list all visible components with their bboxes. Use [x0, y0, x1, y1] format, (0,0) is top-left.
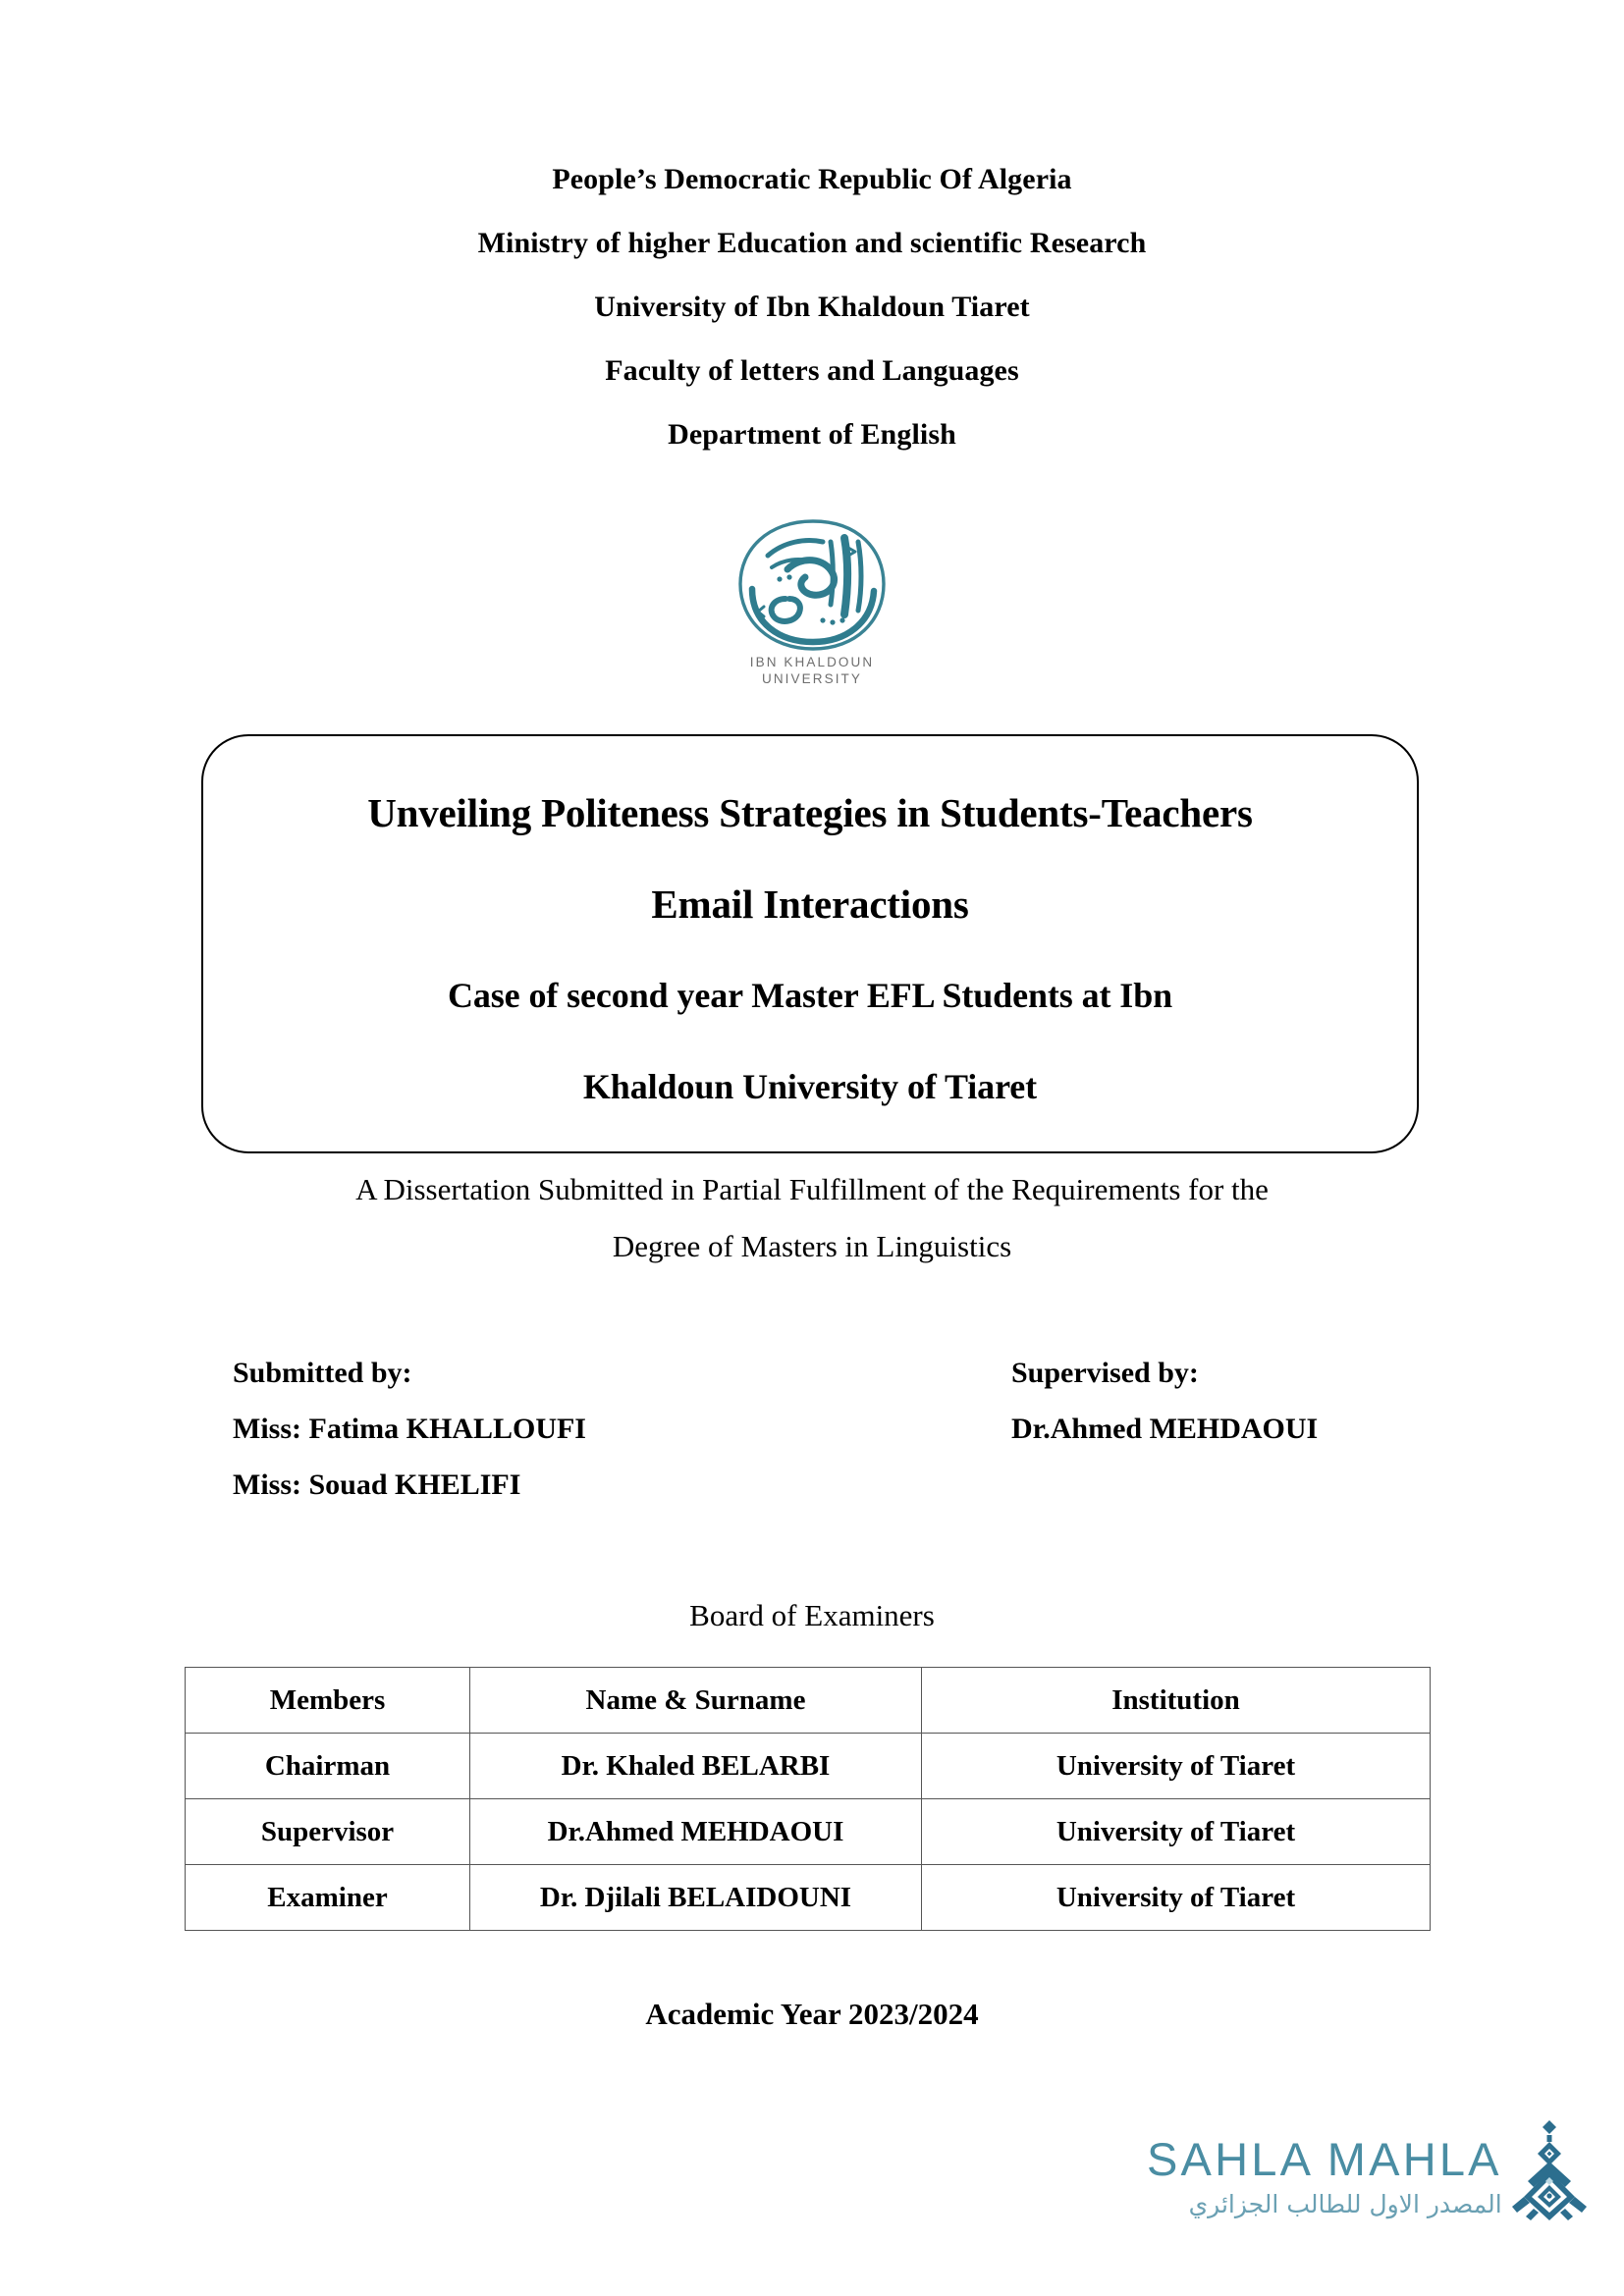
cell-name: Dr. Khaled BELARBI — [470, 1734, 922, 1799]
cell-institution: University of Tiaret — [922, 1799, 1431, 1865]
table-row — [186, 1799, 1431, 1865]
cell-role: Examiner — [186, 1865, 470, 1931]
logo-caption-line-2: UNIVERSITY — [761, 671, 862, 686]
dissertation-subtitle-line-2: Khaldoun University of Tiaret — [582, 1067, 1038, 1106]
dissertation-title-box — [201, 734, 1419, 1153]
cell-institution: University of Tiaret — [922, 1865, 1431, 1931]
supervised-by-label: Supervised by: — [1011, 1357, 1199, 1389]
cell-role: Supervisor — [186, 1799, 470, 1865]
supervised-by-column — [1011, 1345, 1318, 1457]
column-header-members: Members — [186, 1668, 470, 1734]
dissertation-title-line-2: Email Interactions — [651, 881, 969, 927]
table-row — [186, 1865, 1431, 1931]
header-line-department: Department of English — [668, 418, 956, 451]
cell-role: Chairman — [186, 1734, 470, 1799]
degree-statement-line-2: Degree of Masters in Linguistics — [612, 1229, 1012, 1263]
institution-header — [0, 147, 1624, 466]
university-logo — [0, 512, 1624, 687]
academic-year: Academic Year 2023/2024 — [645, 1997, 979, 2031]
degree-statement-line-1: A Dissertation Submitted in Partial Fulfillment of the Requirements for the — [355, 1172, 1269, 1206]
dissertation-subtitle-line-1: Case of second year Master EFL Students at Ibn — [447, 976, 1173, 1015]
logo-caption — [750, 654, 874, 687]
watermark-arabic-tagline: المصدر الاول للطالب الجزائري — [1188, 2190, 1502, 2218]
header-line-faculty: Faculty of letters and Languages — [605, 354, 1019, 387]
watermark-title: SAHLA MAHLA — [1147, 2133, 1502, 2185]
cell-name: Dr. Djilali BELAIDOUNI — [470, 1865, 922, 1931]
column-header-institution: Institution — [922, 1668, 1431, 1734]
authors-section — [0, 1345, 1624, 1541]
ibn-khaldoun-calligraphy-icon — [729, 512, 895, 658]
header-line-university: University of Ibn Khaldoun Tiaret — [594, 291, 1030, 323]
submitted-by-column — [233, 1345, 586, 1513]
board-of-examiners-title: Board of Examiners — [689, 1598, 935, 1632]
board-of-examiners-table — [185, 1667, 1431, 1931]
column-header-name: Name & Surname — [470, 1668, 922, 1734]
cell-institution: University of Tiaret — [922, 1734, 1431, 1799]
submitted-by-label: Submitted by: — [233, 1357, 412, 1389]
table-row — [186, 1734, 1431, 1799]
supervised-by-name-1: Dr.Ahmed MEHDAOUI — [1011, 1413, 1319, 1445]
submitted-by-name-1: Miss: Fatima KHALLOUFI — [233, 1413, 586, 1445]
sahla-mahla-watermark — [1147, 2118, 1608, 2241]
table-header-row — [186, 1668, 1431, 1734]
header-line-country: People’s Democratic Republic Of Algeria — [552, 163, 1072, 195]
cell-name: Dr.Ahmed MEHDAOUI — [470, 1799, 922, 1865]
logo-caption-line-1: IBN KHALDOUN — [749, 655, 875, 669]
geometric-diamond-ornament-icon — [1504, 2118, 1595, 2220]
submitted-by-name-2: Miss: Souad KHELIFI — [233, 1468, 521, 1501]
degree-statement — [0, 1161, 1624, 1275]
dissertation-title-line-1: Unveiling Politeness Strategies in Students-Teachers — [367, 790, 1253, 835]
header-line-ministry: Ministry of higher Education and scientific Research — [477, 227, 1147, 259]
